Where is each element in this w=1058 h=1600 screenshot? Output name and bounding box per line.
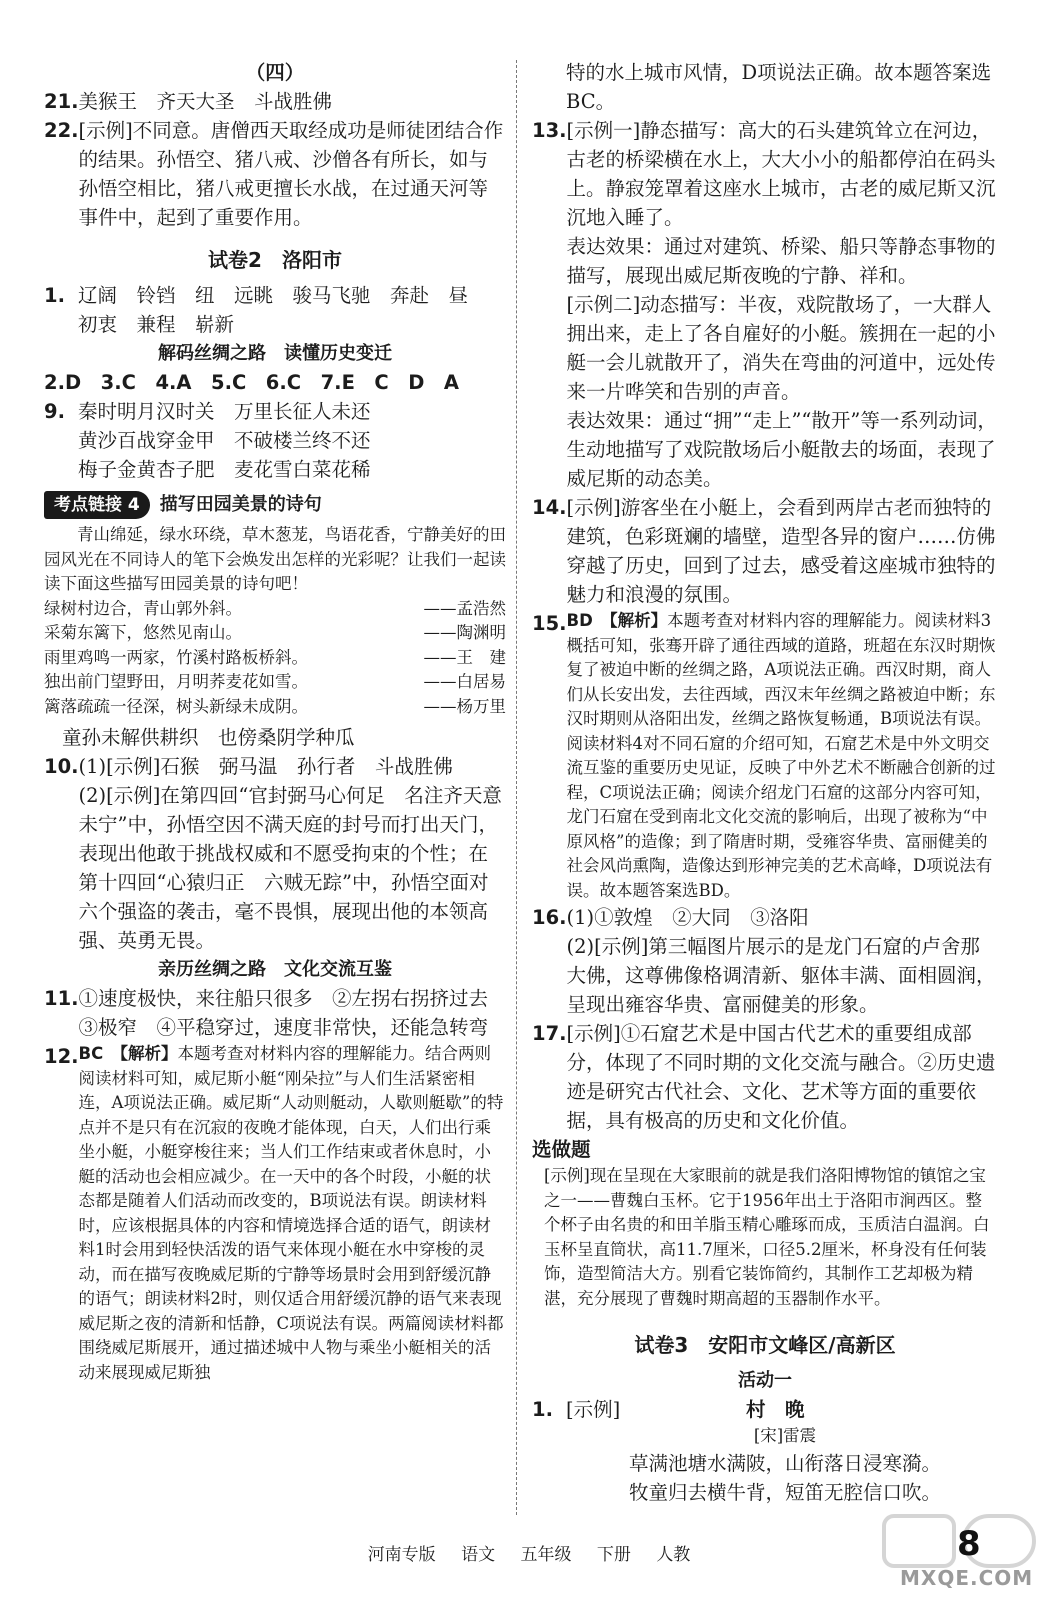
paper3-title: 试卷3 安阳市文峰区/高新区	[634, 1333, 896, 1357]
poem-line: 采菊东篱下，悠然见南山。 ——陶渊明	[44, 623, 506, 642]
poem-line-2: 牧童归去横牛背，短笛无腔信口吹。	[628, 1480, 941, 1504]
subsection-heading-1: 解码丝绸之路 读懂历史变迁	[158, 343, 392, 364]
knowledge-link-title: 描写田园美景的诗句	[159, 494, 322, 515]
right-column	[532, 58, 998, 1507]
poem-tail: 童孙未解供耕织 也傍桑阴学种瓜	[62, 726, 355, 749]
q22: 22. [示例]不同意。唐僧西天取经成功是师徒团结合作的结果。孙悟空、猪八戒、沙僧各有所长，如与孙悟空相比，猪八戒更擅长水战，在过通天河等事件中，起到了重要作用。	[44, 119, 504, 229]
q14: 14. [示例]游客坐在小艇上，会看到两岸古老而独特的建筑，色彩斑斓的墙壁，造型各异的窗户……仿佛穿越了历史，回到了过去，感受着这座城市独特的魅力和浪漫的氛围。	[532, 496, 996, 606]
subsection-heading-2: 亲历丝绸之路 文化交流互鉴	[158, 959, 392, 980]
q9: 9. 秦时明月汉时关 万里长征人未还 黄沙百战穿金甲 不破楼兰终不还 梅子金黄杏子肥 麦花雪白菜花稀	[44, 400, 371, 481]
intro-paragraph: 青山绵延，绿水环绕，草木葱茏，鸟语花香，宁静美好的田园风光在不同诗人的笔下会焕发出怎样的光彩呢？让我们一起读读下面这些描写田园美景的诗句吧！	[44, 525, 506, 593]
q13: 13. [示例一]静态描写：高大的石头建筑耸立在河边，古老的桥梁横在水上，大大小小的船都停泊在码头上。静寂笼罩着这座水上城市，古老的威尼斯又沉沉地入睡了。 表达效果：通过对建筑、桥梁、船只等静态事物的描写，展现出威尼斯夜晚的宁静、祥和。 [示例二]动态描写：半夜，戏院散场了，一大群人拥出来，走上了各自雇好的小艇。簇拥在一起的小艇一会儿就散开了，消失在弯曲的河道中，远处传来一片哗笑和告别的声音。 表达效果：通过“拥”“走上”“散开”等一系列动词，生动地描写了戏院散场后小艇散去的场面，表现了威尼斯的动态美。	[532, 119, 997, 490]
poem-line: 独出前门望野田，月明荞麦花如雪。 ——白居易	[44, 672, 506, 691]
page-footer: 河南专版 语文 五年级 下册 人教	[367, 1545, 691, 1565]
poem-author: [宋]雷震	[753, 1426, 817, 1445]
q16: 16. (1)①敦煌 ②大同 ③洛阳 (2)[示例]第三幅图片展示的是龙门石窟的卢舍那大佛，这尊佛像格调清新、躯体丰满、面相圆润，呈现出雍容华贵、富丽健美的形象。	[532, 906, 996, 1016]
knowledge-link-box	[44, 523, 506, 719]
paper2-title: 试卷2 洛阳市	[208, 248, 342, 272]
poem-title: 村 晚	[746, 1398, 805, 1421]
left-column	[44, 58, 506, 1385]
knowledge-link-bar	[44, 490, 506, 519]
q10: 10. (1)[示例]石猴 弼马温 孙行者 斗战胜佛 (2)[示例]在第四回“官封弼马心何足 名注齐天意未宁”中，孙悟空因不满天庭的封号而打出天门，表现出他敢于挑战权威和不愿受拘束的个性；在第十四回“心猿归正 六贼无踪”中，孙悟空面对六个强盗的袭击，毫不畏惧，展现出他的本领高强、英勇无畏。	[44, 755, 502, 952]
column-divider	[516, 60, 517, 1515]
poem-line: 绿树村边合，青山郭外斜。 ——孟浩然	[44, 598, 506, 618]
q1: 1. 辽阔 铃铛 纽 远眺 骏马飞驰 奔赴 昼 初衷 兼程 崭新	[44, 284, 469, 336]
q12: 12. BC 【解析】本题考查对材料内容的理解能力。结合两则阅读材料可知，威尼斯小艇“刚朵拉”与人们生活紧密相连，A项说法正确。威尼斯“人动则艇动，人歇则艇歇”的特点并不是只有在沉寂的夜晚才能体现，白天，人们出行乘坐小艇，小艇穿梭往来；当人们工作结束或者休息时，小艇的活动也会相应减少。在一天中的各个时段，小艇的状态都是随着人们活动而改变的，B项说法有误。朗读材料时，应该根据具体的内容和情境选择合适的语气，朗读材料1时会用到轻快活泼的语气来体现小艇在水中穿梭的灵动，而在描写夜晚威尼斯的宁静等场景时会用到舒缓沉静的语气；朗读材料2时，则仅适合用舒缓沉静的语气来表现威尼斯之夜的清新和恬静，C项说法有误。两篇阅读材料都围绕威尼斯展开，通过描述城中人物与乘坐小艇相关的活动来展现威尼斯独	[44, 1044, 504, 1382]
watermark-text: MXQE.COM	[900, 1566, 1034, 1590]
page-number: 8	[957, 1524, 981, 1564]
knowledge-link-badge: 考点链接 4	[44, 491, 150, 519]
q1-paper3: 1. [示例] 村 晚	[532, 1395, 998, 1424]
q11: 11. ①速度极快，来往船只很多 ②左拐右拐挤过去 ③极窄 ④平稳穿过，速度非常快，还能急转弯	[44, 987, 489, 1039]
poem-line: 雨里鸡鸣一两家，竹溪村路板桥斜。 ——王 建	[44, 647, 506, 667]
q15: 15. BD 【解析】本题考查对材料内容的理解能力。阅读材料3概括可知，张骞开辟了通往西域的道路，班超在东汉时期恢复了被迫中断的丝绸之路，A项说法正确。西汉时期，商人们从长安出发，去往西域，西汉末年丝绸之路被迫中断；东汉时期则从洛阳出发，丝绸之路恢复畅通，B项说法有误。阅读材料4对不同石窟的介绍可知，石窟艺术是中外文明交流互鉴的重要历史见证，反映了中外艺术不断融合创新的过程，C项说法正确；阅读介绍龙门石窟的这部分内容可知，龙门石窟在受到南北文化交流的影响后，出现了被称为“中原风格”的造像；到了隋唐时期，受雍容华贵、富丽健美的社会风尚熏陶，造像达到形神完美的艺术高峰，D项说法有误。故本题答案选BD。	[532, 611, 996, 900]
section-four-heading: （四）	[245, 61, 305, 84]
q12-continued: 特的水上城市风情，D项说法正确。故本题答案选BC。	[566, 61, 992, 113]
q17: 17. [示例]①石窟艺术是中国古代艺术的重要组成部分，体现了不同时期的文化交流与融合。②历史遗迹是研究古代社会、文化、艺术等方面的重要依据，具有极高的历史和文化价值。	[532, 1022, 996, 1132]
q2-8-answers: 2.D 3.C 4.A 5.C 6.C 7.E C D A	[44, 371, 459, 394]
poem-line: 篱落疏疏一径深，树头新绿未成阴。 ——杨万里	[44, 696, 506, 716]
activity-heading: 活动一	[738, 1370, 792, 1391]
optional-answer: [示例]现在呈现在大家眼前的就是我们洛阳博物馆的镇馆之宝之一——曹魏白玉杯。它于1956年出土于洛阳市涧西区。整个杯子由名贵的和田羊脂玉精心雕琢而成，玉质洁白温润。白玉杯呈直筒状，高11.7厘米，口径5.2厘米，杯身没有任何装饰，造型简洁大方。别看它装饰简约，其制作工艺却极为精湛，充分展现了曹魏时期高超的玉器制作水平。	[544, 1166, 990, 1308]
q21: 21. 美猴王 齐天大圣 斗战胜佛	[44, 90, 333, 113]
optional-title: 选做题	[532, 1138, 591, 1161]
poem-line-1: 草满池塘水满陂，山衔落日浸寒漪。	[628, 1451, 941, 1475]
